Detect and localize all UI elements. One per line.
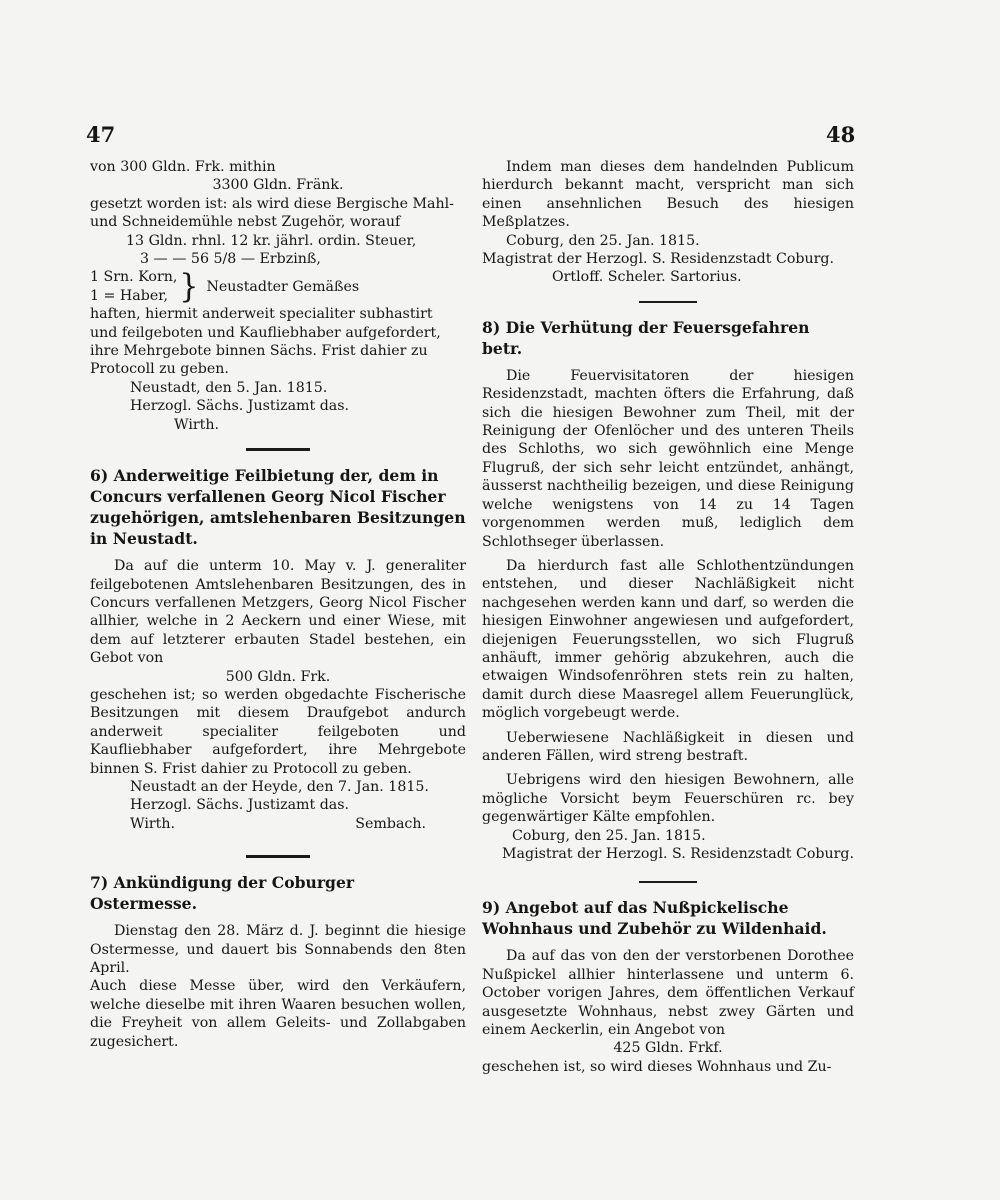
notice-5-continuation [90,158,466,434]
text-line: haften, hiermit anderweit specialiter subhastirt [90,306,433,323]
notice-date: Coburg, den 25. Jan. 1815. [512,827,706,844]
grain-measure-label: Neustadter Gemäßes [206,278,360,295]
notice-heading: 6) Anderweitige Feilbietung der, dem in Concurs verfallenen Georg Nicol Fischer zugehörigen, amtslehenbaren Besitzungen in Neustadt. [90,466,466,549]
page-number-left: 47 [86,122,116,147]
notice-7 [90,872,466,1051]
notice-paragraph: Auch diese Messe über, wird den Verkäufern, welche dieselbe mit ihren Waaren besuchen wollen, die Freyheit von allem Geleits- und Zollabgaben zugesichert. [90,978,466,1050]
page-number-right: 48 [826,122,856,147]
grain-items [90,268,177,305]
amount-line: 3300 Gldn. Fränk. [212,177,344,194]
section-divider [246,448,310,451]
notice-paragraph: Indem man dieses dem handelnden Publicum hierdurch bekannt macht, verspricht man sich einen ansehnlichen Besuch des hiesigen Meßplatzes. [482,159,854,231]
notice-paragraph: Dienstag den 28. März d. J. beginnt die hiesige Ostermesse, und dauert bis Sonnabends den 8ten April. [90,923,466,976]
notice-paragraph: geschehen ist, so wird dieses Wohnhaus und Zu- [482,1058,832,1075]
notice-6 [90,465,466,833]
issuing-office: Herzogl. Sächs. Justizamt das. [130,797,350,814]
notice-7-continuation [482,158,854,287]
text-line: und Schneidemühle nebst Zugehör, worauf [90,214,401,231]
notice-8 [482,317,854,864]
notice-heading: 9) Angebot auf das Nußpickelische Wohnhaus und Zubehör zu Wildenhaid. [482,898,827,939]
tax-line: 3 — — 56 5/8 — Erbzinß, [140,251,321,268]
notice-heading: 7) Ankündigung der Coburger Ostermesse. [90,873,355,914]
section-divider [246,855,310,858]
grain-item: 1 = Haber, [90,287,168,304]
section-divider [639,301,697,303]
text-line: und feilgeboten und Kaufliebhaber aufgefordert, [90,324,441,341]
text-line: von 300 Gldn. Frk. mithin [90,159,276,175]
notice-date: Neustadt, den 5. Jan. 1815. [130,379,328,396]
notice-heading: 8) Die Verhütung der Feuersgefahren betr. [482,317,810,358]
amount-line: 500 Gldn. Frk. [225,668,331,685]
left-column [90,158,466,1051]
notice-date: Neustadt an der Heyde, den 7. Jan. 1815. [130,778,429,795]
issuing-office: Herzogl. Sächs. Justizamt das. [130,398,350,415]
notice-paragraph: Die Feuervisitatoren der hiesigen Residenzstadt, machten öfters die Erfahrung, daß sich die hiesigen Bewohner zum Theil, mit der Reinigung der Ofenlöcher und des unteren Theils des Schloths, wo sich gewöhnlich eine Menge Flugruß, der sich sehr leicht entzündet, anhängt, äusserst nachtheilig bezeigen, und diese Reinigung welche wenigstens von 14 zu 14 Tagen vorgenommen werden muß, lediglich dem Schlothseger überlassen. [482,367,854,550]
notice-paragraph: Da auf die unterm 10. May v. J. generaliter feilgebotenen Amtslehenbaren Besitzungen, des in Concurs verfallenen Metzgers, Georg Nicol Fischer allhier, welche in 2 Aeckern und einer Wiese, mit dem auf letzterer erbauten Stadel bestehen, ein Gebot von [90,558,466,667]
issuing-office: Magistrat der Herzogl. S. Residenzstadt Coburg. [502,846,854,862]
issuing-office: Magistrat der Herzogl. S. Residenzstadt Coburg. [482,251,834,268]
section-divider [639,881,697,883]
grain-item: 1 Srn. Korn, [90,269,178,286]
notice-paragraph: geschehen ist; so werden obgedachte Fischerische Besitzungen mit diesem Draufgebot andurch anderweit specialiter feilgeboten und Kaufliebhaber aufgefordert, ihre Mehrgebote binnen S. Frist dahier zu Protocoll zu geben. [90,686,466,777]
notice-paragraph: Da hierdurch fast alle Schlothentzündungen entstehen, und dieser Nachläßigkeit nicht nachgesehen werden kann und darf, so werden die hiesigen Einwohner angewiesen und aufgefordert, diejenigen Feuerungsstellen, wo sich Flugruß anhäuft, immer gehörig abzukehren, auch die etwaigen Windsofenröhren stets rein zu halten, damit durch diese Maasregel allem Feuerunglück, möglich vorgebeugt werde. [482,557,854,722]
text-line: gesetzt worden ist: als wird diese Bergische Mahl- [90,195,454,212]
brace-glyph: } [179,267,199,306]
text-line: Protocoll zu geben. [90,361,229,378]
notice-9 [482,897,854,1076]
signatures [90,815,466,833]
signature: Wirth. [130,815,176,832]
notice-date: Coburg, den 25. Jan. 1815. [506,232,700,249]
grain-block [90,268,466,305]
amount-line: 425 Gldn. Frkf. [613,1040,723,1057]
notice-paragraph: Da auf das von den der verstorbenen Dorothee Nußpickel allhier hinterlassene und unterm 6. October vorigen Jahres, dem öffentlichen Verkauf ausgesetzte Wohnhaus, nebst zwey Gärten und einem Aeckerlin, ein Angebot von [482,948,854,1039]
signatures: Ortloff. Scheler. Sartorius. [552,269,742,286]
right-column [482,158,854,1076]
tax-line: 13 Gldn. rhnl. 12 kr. jährl. ordin. Steuer, [126,232,417,249]
notice-paragraph: Uebrigens wird den hiesigen Bewohnern, alle mögliche Vorsicht beym Feuerschüren rc. bey gegenwärtiger Kälte empfohlen. [482,772,854,826]
signature: Wirth. [174,416,220,433]
notice-paragraph: Ueberwiesene Nachläßigkeit in diesen und anderen Fällen, wird streng bestraft. [482,729,854,764]
signature: Sembach. [355,815,426,832]
text-line: ihre Mehrgebote binnen Sächs. Frist dahier zu [90,343,428,360]
